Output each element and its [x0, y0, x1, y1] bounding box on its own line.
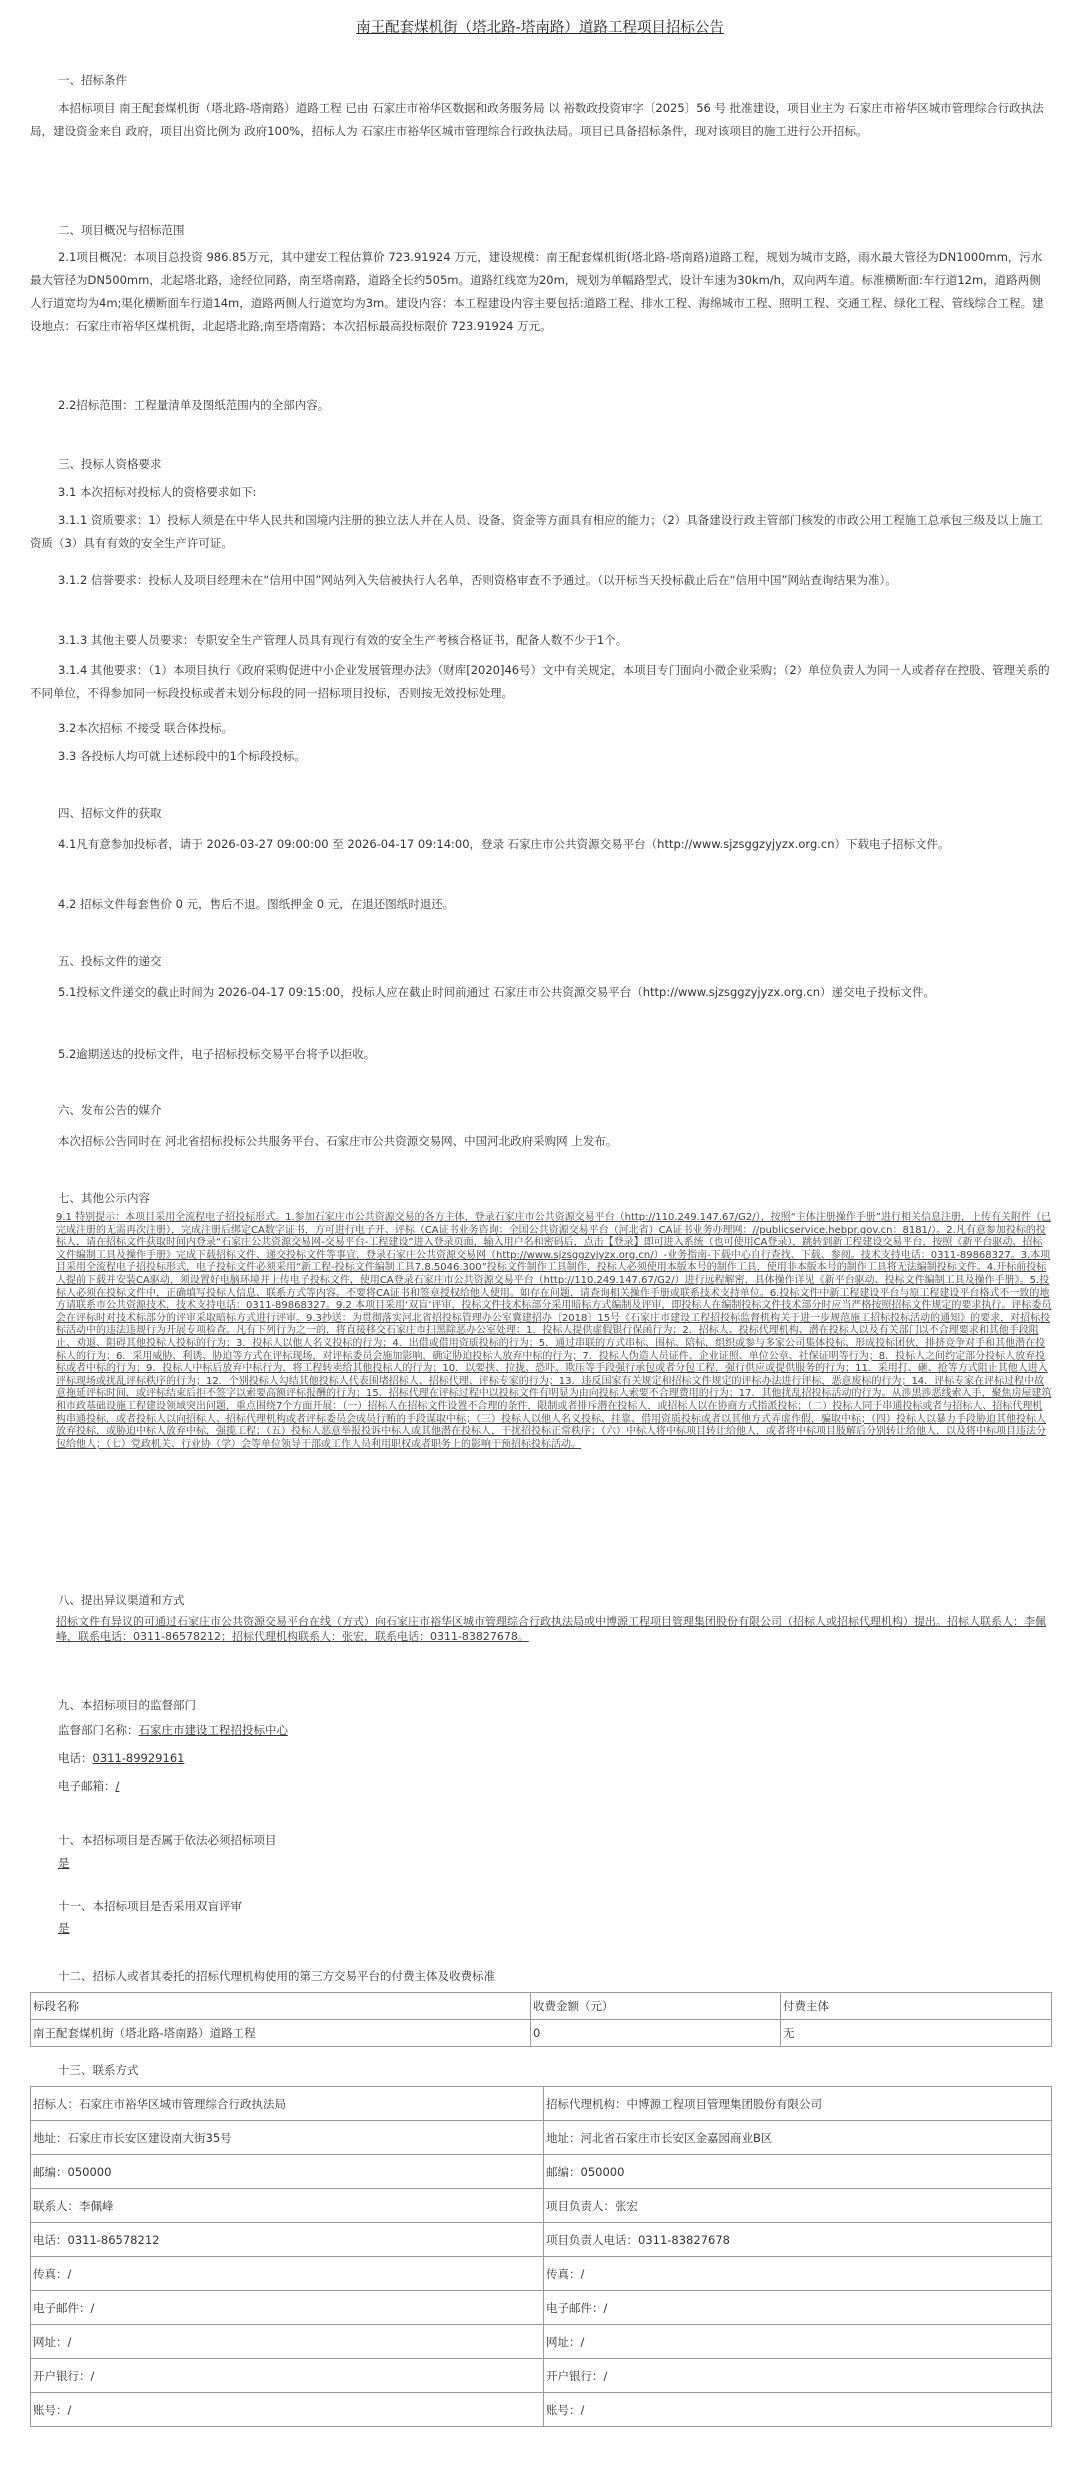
contact-cell: 开户银行：/ — [544, 2359, 1052, 2393]
section-heading-8: 八、提出异议渠道和方式 — [58, 1593, 185, 1607]
contact-cell: 电子邮件：/ — [544, 2291, 1052, 2325]
table-row — [31, 2020, 1052, 2047]
supervisor-phone-label: 电话： — [58, 1751, 93, 1765]
table-row — [31, 2223, 1052, 2257]
table-row — [31, 2291, 1052, 2325]
table-row — [31, 2359, 1052, 2393]
section-heading-12: 十二、招标人或者其委托的招标代理机构使用的第三方交易平台的付费主体及收费标准 — [58, 1969, 495, 1983]
section-4-obtain: 4.1凡有意参加投标者，请于 2026-03-27 09:00:00 至 2026-04-17 09:14:00，登录 石家庄市公共资源交易平台（http://www.sjzsggzyjyzx.org.cn）下载电子招标文件。 — [58, 837, 950, 851]
contact-cell: 账号：/ — [31, 2393, 544, 2427]
contact-cell: 账号：/ — [544, 2393, 1052, 2427]
fee-header-payer: 付费主体 — [781, 1993, 1052, 2020]
contact-cell: 网址：/ — [31, 2325, 544, 2359]
section-3-credit: 3.1.2 信誉要求：投标人及项目经理未在“信用中国”网站列入失信被执行人名单，否则资格审查不予通过。（以开标当天投标截止后在“信用中国”网站查询结果为准）。 — [58, 573, 897, 587]
table-row — [31, 2155, 1052, 2189]
table-row — [31, 2325, 1052, 2359]
contact-cell: 传真：/ — [31, 2257, 544, 2291]
section-5-late: 5.2逾期送达的投标文件，电子招标投标交易平台将予以拒收。 — [58, 1047, 376, 1061]
fee-table — [30, 1992, 1052, 2047]
contact-cell: 开户银行：/ — [31, 2359, 544, 2393]
section-2-scope: 2.2招标范围：工程量清单及图纸范围内的全部内容。 — [58, 398, 330, 412]
contact-cell: 项目负责人：张宏 — [544, 2189, 1052, 2223]
fee-cell-amount: 0 — [531, 2020, 781, 2047]
section-3-intro: 3.1 本次招标对投标人的资格要求如下: — [58, 485, 257, 499]
fee-header-lot: 标段名称 — [31, 1993, 531, 2020]
table-row — [31, 2189, 1052, 2223]
section-11-value: 是 — [58, 1921, 70, 1935]
section-heading-4: 四、招标文件的获取 — [58, 806, 162, 820]
section-1-text: 本招标项目 南王配套煤机街（塔北路-塔南路）道路工程 已由 石家庄市裕华区数据和政务服务局 以 裕数政投资审字〔2025〕56 号 批准建设，项目业主为 石家庄市裕华区城市管理综合行政执法局，建设资金来自 政府，项目出资比例为 政府100%，招标人为 石家庄市裕华区城市管理综合行政执法局。项目已具备招标条件，现对该项目的施工进行公开招标。 — [30, 101, 1044, 138]
supervisor-phone-row — [58, 1750, 184, 1766]
fee-header-amount: 收费金额（元） — [531, 1993, 781, 2020]
section-heading-11: 十一、本招标项目是否采用双盲评审 — [58, 1899, 242, 1913]
section-heading-9: 九、本招标项目的监督部门 — [58, 1698, 196, 1712]
section-heading-7: 七、其他公示内容 — [58, 1191, 150, 1205]
fee-cell-lot: 南王配套煤机街（塔北路-塔南路）道路工程 — [31, 2020, 531, 2047]
contact-table — [30, 2086, 1052, 2427]
contact-cell: 招标人：石家庄市裕华区城市管理综合行政执法局 — [31, 2087, 544, 2121]
table-row — [31, 2121, 1052, 2155]
supervisor-dept-row — [58, 1722, 288, 1738]
section-heading-10: 十、本招标项目是否属于依法必须招标项目 — [58, 1833, 277, 1847]
supervisor-dept-label: 监督部门名称： — [58, 1723, 139, 1737]
contact-cell: 传真：/ — [544, 2257, 1052, 2291]
section-3-lots: 3.3 各投标人均可就上述标段中的1个标段投标。 — [58, 749, 306, 763]
contact-cell: 电话：0311-86578212 — [31, 2223, 544, 2257]
section-8-body: 招标文件有异议的可通过石家庄市公共资源交易平台在线（方式）向石家庄市裕华区城市管理综合行政执法局或中博源工程项目管理集团股份有限公司（招标人或招标代理机构）提出。招标人联系人：李佩峰，联系电话：0311-86578212；招标代理机构联系人：张宏，联系电话：0311-83827678。 — [56, 1615, 1046, 1643]
section-4-price: 4.2 招标文件每套售价 0 元，售后不退。图纸押金 0 元，在退还图纸时退还。 — [58, 897, 455, 911]
section-3-qualification: 3.1.1 资质要求：1）投标人须是在中华人民共和国境内注册的独立法人并在人员、设备、资金等方面具有相应的能力；（2）具备建设行政主管部门核发的市政公用工程施工总承包三级及以上施工资质（3）具有有效的安全生产许可证。 — [30, 513, 1043, 550]
page-title: 南王配套煤机街（塔北路-塔南路）道路工程项目招标公告 — [356, 20, 724, 36]
section-5-deadline: 5.1投标文件递交的截止时间为 2026-04-17 09:15:00，投标人应在截止时间前通过 石家庄市公共资源交易平台（http://www.sjzsggzyjyzx.org.cn）递交电子投标文件。 — [58, 985, 936, 999]
section-heading-6: 六、发布公告的媒介 — [58, 1103, 162, 1117]
section-7-body: 9.1 特别提示：本项目采用全流程电子招投标形式。1.参加石家庄市公共资源交易的各方主体，登录石家庄市公共资源交易平台（http://110.249.147.67/G2/），按照“主体注册操作手册”进行相关信息注册，上传有关附件（已完成注册的无需再次注册），完成注册后绑定CA数字证书，方可进行电子开、评标（CA证书业务咨询：全国公共资源交易平台（河北省）CA证书业务办理网：//publicservice.hebpr.gov.cn：8181/）。2.凡有意参加投标的投标人，请在招标文件获取时间内登录“石家庄公共资源交易网-交易平台-工程建设”进入登录页面，输入用户名和密码后，点击【登录】即可进入系统（也可使用CA登录），跳转到新工程建设交易平台，按照《新平台驱动、招标文件编制工具及操作手册》完成下载招标文件、递交投标文件等事宜，登录石家庄公共资源交易网（http://www.sjzsggzyjyzx.org.cn/）-业务指南-下载中心自行查找、下载、参阅。技术支持电话：0311-89868327。3.本项目采用全流程电子招投标形式，电子投标文件必须采用“新工程-投标文件编制工具7.8.5046.300”投标文件制作工具制作，投标人必须使用本版本号的制作工具，使用非本版本号的制作工具将无法编制投标文件。4.开标前投标人提前下载并安装CA驱动，须设置好电脑环境并上传电子投标文件，使用CA登录石家庄市公共资源交易平台（http://110.249.147.67/G2/）进行远程解密，具体操作详见《新平台驱动、投标文件编制工具及操作手册》。5.投标人必须在投标文件中，正确填写投标人信息、联系方式等内容。不要将CA证书和签章授权给他人使用。如存在问题，请查询相关操作手册或联系技术支持单位。6.投标文件中新工程建设平台与原工程建设平台格式不一致的地方请联系市公共资源技术，技术支持电话：0311-89868327。9.2 本项目采用‘双盲’评审，投标文件技术标部分采用暗标方式编制及评审，即投标人在编制投标文件技术部分时应当严格按照招标文件规定的要求执行。评标委员会在评标时对技术标部分的评审采取暗标方式进行评审。9.3抄送：为贯彻落实河北省招投标管理办公室冀建招办〔2018〕15号《石家庄市建设工程招投标监督机构关于进一步规范施工招标投标活动的通知》的要求，对招标投标活动中的违法违规行为开展专项检查。凡有下列行为之一的，将直接移交石家庄市扫黑除恶办公室处理：1．投标人提供虚假银行保函行为；2．招标人、投标代理机构、潜在投标人以及有关部门以不合理要求和其他手段阻止、劝退、阻碍其他投标人投标的行为；3．投标人以他人名义投标的行为；4．出借或借用资质投标的行为；5．通过串联的方式串标、围标、陪标，组织或参与多家公司集体投标、形成投标团伙，排挤竞争对手和其他潜在投标人的行为；6．采用威胁、利诱、胁迫等方式在评标现场，对评标委员会施加影响，确定胁迫投标人放弃中标的行为；7．投标人伪造人员证件、企业证照、单位公章、社保证明等行为；8．投标人之间约定部分投标人放弃投标或者中标的行为；9．投标人中标后放弃中标行为，将工程转卖给其他投标人的行为；10．以要挟、拉拢、恐吓、欺压等手段强行承包或者分包工程，强行供应或提供服务的行为；11．采用打、砸、抢等方式阻止其他人进入评标现场或扰乱评标秩序的行为；12．个别投标人勾结其他投标人代表围堵招标人、招标代理、评标专家的行为；13．违反国家有关规定和招标文件规定的评标办法进行评标，恶意废标的行为；14．评标专家在评标过程中故意拖延评标时间，或评标结束后拒不签字以索要高额评标报酬的行为；15．招标代理在评标过程中以投标文件有明显为由向投标人索要不合理费用的行为；17．其他扰乱招投标活动的行为。从涉黑涉恶线索入手，聚焦房屋建筑和市政基础设施工程建设领域突出问题，重点围绕7个方面开展：（一）招标人在招标文件设置不合理的条件，限制或者排斥潜在投标人，或招标人以在协商方式指派投标；（二）投标人同于串通投标或者与招标人、招标代理机构串通投标，或者投标人以向招标人、招标代理机构或者评标委员会成员行贿的手段谋取中标；（三）投标人以他人名义投标、挂靠、借用资质投标或者以其他方式弄虚作假，骗取中标；（四）投标人以暴力手段胁迫其他投标人放弃投标，或胁迫中标人放弃中标，强揽工程；（五）投标人恶意举报投诉中标人或其他潜在投标人，干扰招投标正常秩序；（六）中标人将中标项目转让给他人，或者将中标项目肢解后分别转让给他人，以及将中标项目违法分包给他人；（七）党政机关、行业协（学）会等单位领导干部或工作人员利用职权或者职务上的影响干预招标投标活动。 — [56, 1212, 1052, 1450]
contact-cell: 联系人：李佩峰 — [31, 2189, 544, 2223]
section-3-other: 3.1.4 其他要求：（1）本项目执行《政府采购促进中小企业发展管理办法》（财库[2020]46号）文中有关规定，本项目专门面向小微企业采购；（2）单位负责人为同一人或者存在控股、管理关系的不同单位，不得参加同一标段投标或者未划分标段的同一招标项目投标，否则按无效投标处理。 — [30, 663, 1050, 700]
supervisor-email-value: / — [115, 1779, 120, 1793]
supervisor-email-row — [58, 1778, 119, 1794]
contact-cell: 招标代理机构：中博源工程项目管理集团股份有限公司 — [544, 2087, 1052, 2121]
section-2-overview: 2.1项目概况：本项目总投资 986.85万元，其中建安工程估算价 723.91924 万元，建设规模：南王配套煤机街(塔北路-塔南路)道路工程，规划为城市支路，雨水最大管径为DN1000mm，污水最大管径为DN500mm，北起塔北路，途经位同路，南至塔南路，道路全长约505m。道路红线宽为20m，规划为单幅路型式，设计车速为30km/h，双向两车道。标准横断面:车行道12m，道路两侧人行道宽均为4m;渠化横断面车行道14m，道路两侧人行道宽均为3m。建设内容：本工程建设内容主要包括:道路工程、排水工程、海绵城市工程、照明工程、交通工程、绿化工程、管线综合工程。建设地点：石家庄市裕华区煤机街，北起塔北路,南至塔南路；本次招标最高投标限价 723.91924 万元。 — [30, 250, 1044, 333]
supervisor-phone-value: 0311-89929161 — [92, 1751, 185, 1765]
section-heading-3: 三、投标人资格要求 — [58, 457, 162, 471]
section-6-media: 本次招标公告同时在 河北省招标投标公共服务平台、石家庄市公共资源交易网、中国河北政府采购网 上发布。 — [58, 1134, 618, 1148]
section-heading-1: 一、招标条件 — [58, 73, 127, 87]
fee-table-header — [31, 1993, 1052, 2020]
section-10-value: 是 — [58, 1856, 70, 1870]
contact-cell: 网址：/ — [544, 2325, 1052, 2359]
contact-cell: 项目负责人电话：0311-83827678 — [544, 2223, 1052, 2257]
section-heading-5: 五、投标文件的递交 — [58, 954, 162, 968]
contact-cell: 邮编：050000 — [31, 2155, 544, 2189]
contact-cell: 地址：河北省石家庄市长安区金嘉园商业B区 — [544, 2121, 1052, 2155]
contact-cell: 地址：石家庄市长安区建设南大街35号 — [31, 2121, 544, 2155]
table-row — [31, 2257, 1052, 2291]
supervisor-dept-value: 石家庄市建设工程招投标中心 — [138, 1723, 288, 1737]
section-3-staff: 3.1.3 其他主要人员要求：专职安全生产管理人员具有现行有效的安全生产考核合格证书，配备人数不少于1个。 — [58, 633, 628, 647]
section-heading-2: 二、项目概况与招标范围 — [58, 223, 185, 237]
supervisor-email-label: 电子邮箱： — [58, 1779, 116, 1793]
fee-cell-payer: 无 — [781, 2020, 1052, 2047]
table-row — [31, 2393, 1052, 2427]
contact-cell: 邮编：050000 — [544, 2155, 1052, 2189]
contact-cell: 电子邮件：/ — [31, 2291, 544, 2325]
table-row — [31, 2087, 1052, 2121]
section-heading-13: 十三、联系方式 — [58, 2063, 139, 2077]
section-3-consortium: 3.2本次招标 不接受 联合体投标。 — [58, 721, 234, 735]
